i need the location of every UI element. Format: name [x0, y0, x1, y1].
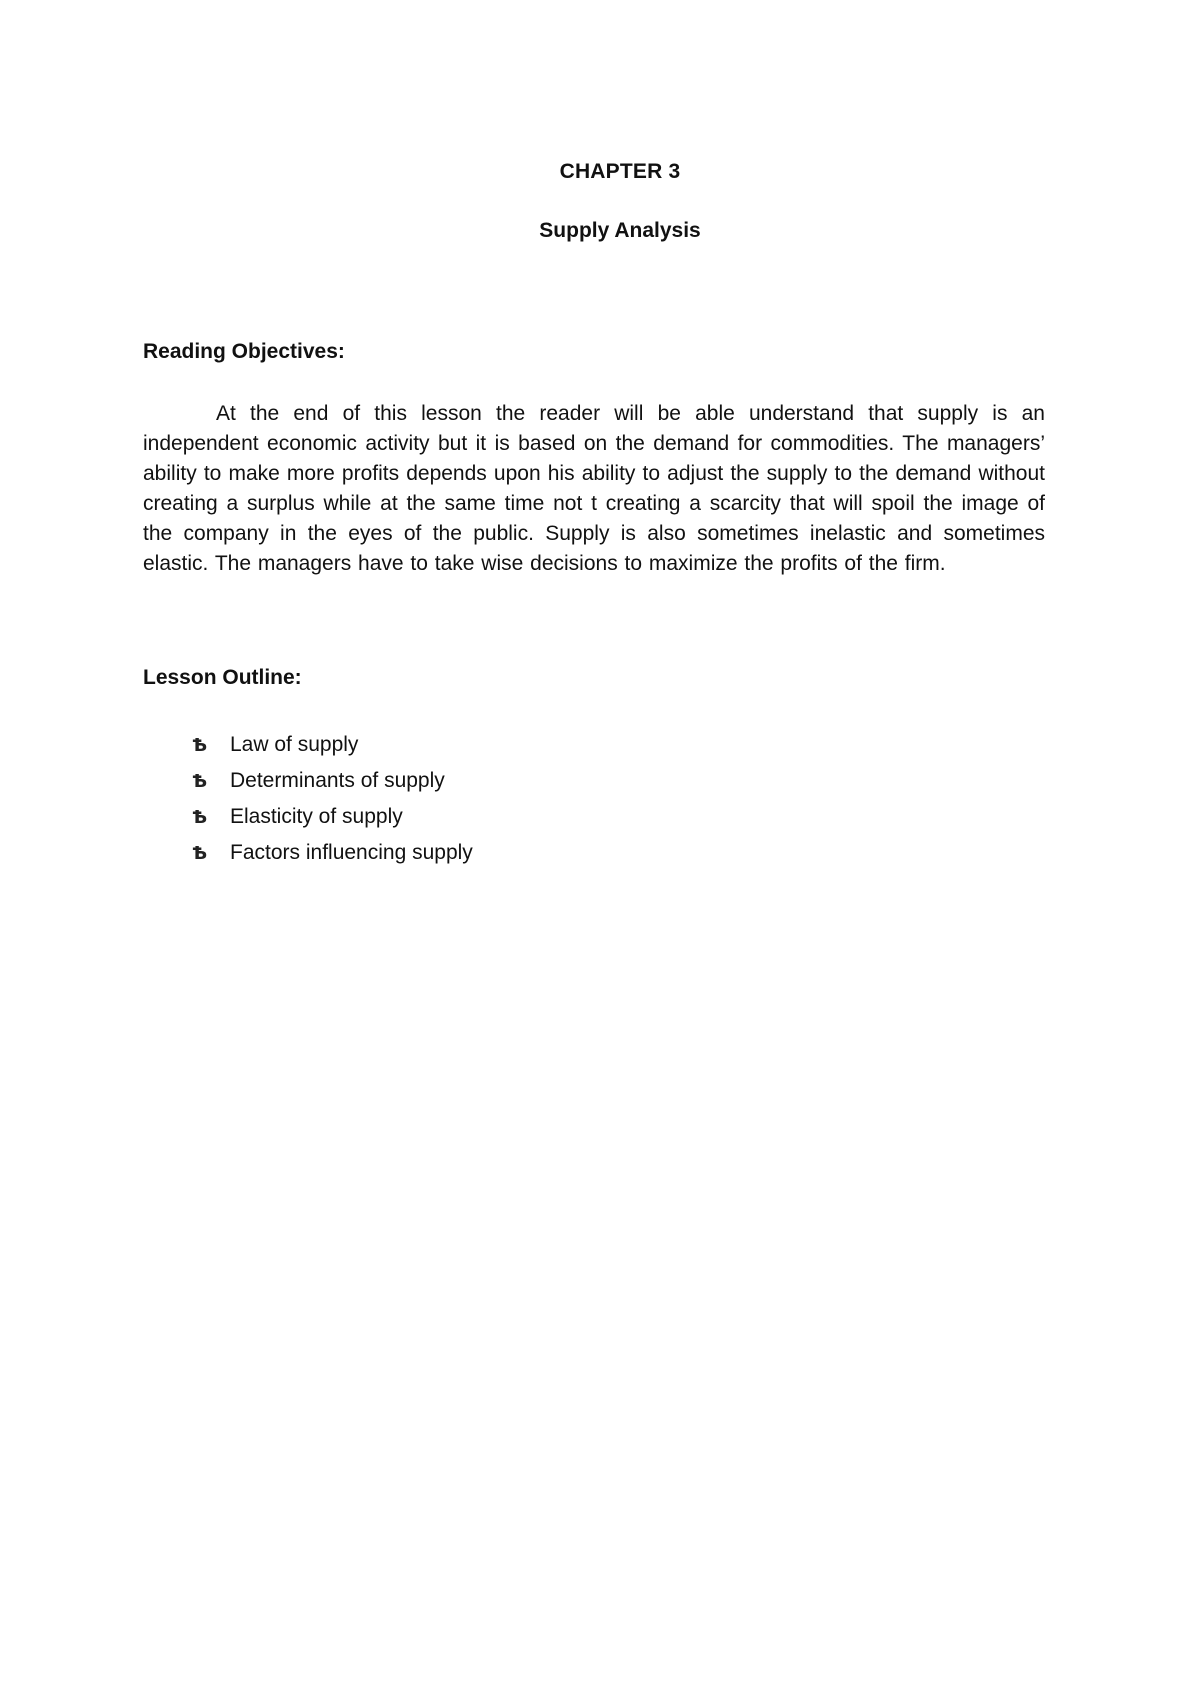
dingbat-bullet-icon: Ѣ: [192, 770, 208, 792]
chapter-number: CHAPTER 3: [559, 160, 681, 183]
list-item: [192, 763, 473, 799]
lesson-outline-heading: Lesson Outline:: [143, 666, 302, 689]
dingbat-bullet-icon: Ѣ: [192, 806, 208, 828]
outline-item-label: Law of supply: [230, 733, 359, 756]
outline-item-label: Determinants of supply: [230, 769, 445, 792]
list-item: [192, 727, 473, 763]
list-item: [192, 835, 473, 871]
dingbat-bullet-icon: Ѣ: [192, 734, 208, 756]
chapter-title: Supply Analysis: [539, 219, 701, 242]
lesson-outline-list: [192, 727, 473, 871]
dingbat-bullet-icon: Ѣ: [192, 842, 208, 864]
reading-objectives-paragraph: At the end of this lesson the reader will be able understand that supply is an independent economic activity but it is based on the demand for commodities. The managers’ ability to make more profits depends upon his ability to adjust the supply to the demand without creating a surplus while at the same time not t creating a scarcity that will spoil the image of the company in the eyes of the public. Supply is also sometimes inelastic and sometimes elastic. The managers have to take wise decisions to maximize the profits of the firm.: [143, 402, 1045, 575]
reading-objectives-heading: Reading Objectives:: [143, 340, 345, 363]
list-item: [192, 799, 473, 835]
outline-item-label: Elasticity of supply: [230, 805, 403, 828]
outline-item-label: Factors influencing supply: [230, 841, 473, 864]
